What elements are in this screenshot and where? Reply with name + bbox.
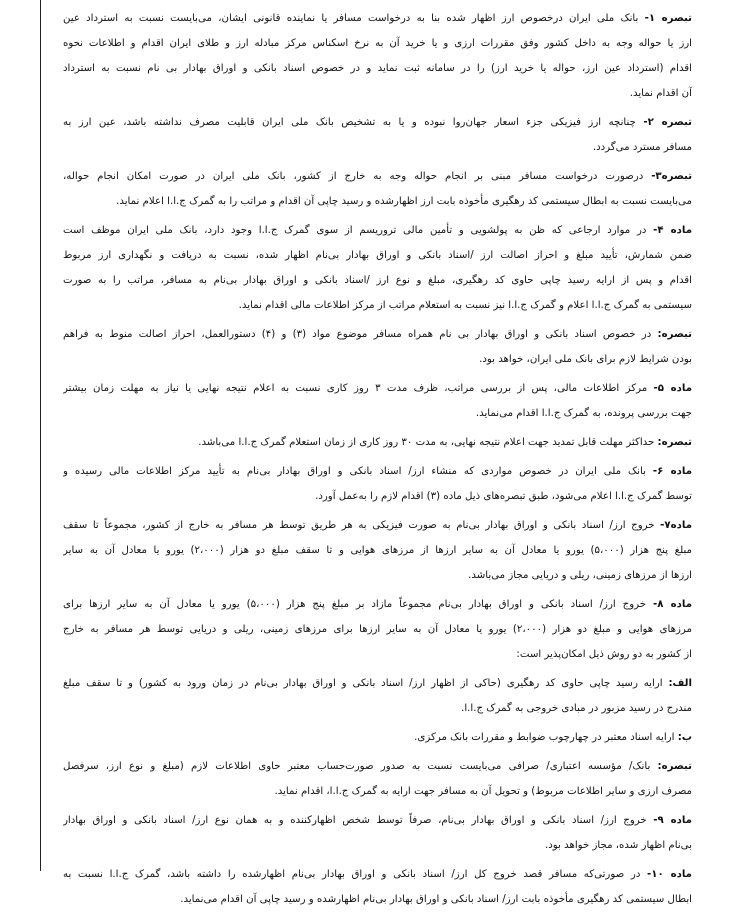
line-text: ضمن شمارش، تأیید مبلغ و احراز اصالت ارز /اسناد بانکی و اوراق بهادار بی‌نام اظهار شده، نسبت به دریافت و نگهداری ارز مربوط (63, 250, 692, 261)
clause-label: ب: (677, 732, 692, 743)
line-text: بانک ملی ایران در خصوص مواردی که منشاء ارز/ اسناد بانکی و اوراق بهادار بی‌نام به تأیید مرکز اطلاعات مالی رسیده و (63, 466, 646, 477)
paragraph (63, 110, 692, 160)
text-line (63, 592, 692, 617)
text-line (63, 696, 692, 721)
text-line (63, 671, 692, 696)
line-text: خروج ارز/ اسناد بانکی و اوراق بهادار بی‌نام مجموعاً مازاد بر مبلغ پنج هزار (۵،۰۰۰) یورو یا معادل آن به سایر ارزها برای (63, 599, 647, 610)
text-line (63, 401, 692, 426)
line-text: اقدام و پس از ارایه رسید چاپی حاوی کد رهگیری، مبلغ و نوع ارز /اسناد بانکی و اوراق بهادار بی‌نام به مسافر، مراتب را به صورت (63, 275, 692, 286)
text-line (63, 135, 692, 160)
line-text: مبلغ پنج هزار (۵،۰۰۰) یورو یا معادل آن به سایر ارزها از مرزهای هوایی و تا سقف مبلغ دو هزار (۲،۰۰۰) یورو یا معادل آن به سایر (63, 545, 692, 556)
paragraph (63, 754, 692, 804)
paragraph (63, 164, 692, 214)
line-text: بانک/ مؤسسه اعتباری/ صرافی می‌بایست نسبت به صدور صورت‌حساب معتبر حاوی اطلاعات لازم (مبلغ و نوع ارز، سرفصل (63, 761, 651, 772)
clause-label: ماده ۶- (652, 466, 692, 477)
paragraph (63, 218, 692, 318)
text-line (63, 31, 692, 56)
text-line (63, 642, 692, 667)
line-text: چنانچه ارز فیزیکی جزء اسعار جهان‌روا نبوده و یا به تشخیص بانک ملی ایران قابلیت مصرف نداشته باشد، عین ارز به (63, 117, 636, 128)
line-text: در صورتی‌که مسافر قصد خروج کل ارز/ اسناد بانکی و اوراق بهادار بی‌نام اظهارشده را داشته باشد، گمرک ج.ا.ا نسبت به (63, 869, 641, 880)
clause-label: تبصره: (657, 437, 692, 448)
line-text: مسافر مسترد می‌گردد. (592, 142, 692, 153)
text-line (63, 164, 692, 189)
clause-label: ماده ۹- (653, 815, 692, 826)
line-text: بی‌نام اظهار شده، مجاز خواهد بود. (545, 840, 692, 851)
text-line (63, 268, 692, 293)
line-text: مرکز اطلاعات مالی، پس از بررسی مراتب، ظرف مدت ۳ روز کاری نسبت به اعلام نتیجه نهایی یا نیاز به مهلت زمان بیشتر (63, 383, 648, 394)
paragraph (63, 725, 692, 750)
text-line (63, 754, 692, 779)
page-margin-line (40, 0, 41, 871)
text-line (63, 513, 692, 538)
line-text: ارایه اسناد معتبر در چهارچوب ضوابط و مقررات بانک مرکزی. (414, 732, 675, 743)
clause-label: ماده ۸- (652, 599, 692, 610)
paragraph (63, 6, 692, 106)
text-line (63, 56, 692, 81)
paragraph (63, 430, 692, 455)
line-text: ارایه رسید چاپی حاوی کد رهگیری (حاکی از اظهار ارز/ اسناد بانکی و اوراق بهادار بی‌نام در زمان ورود به کشور) و تا سقف مبلغ (63, 678, 663, 689)
line-text: مصرف ارزی و سایر اطلاعات مربوط) و تحویل آن به مسافر جهت ارایه به گمرک ج.ا.ا، اقدام نماید. (274, 786, 692, 797)
line-text: بانک ملی ایران درخصوص ارز اظهار شده بنا به درخواست مسافر یا نماینده قانونی ایشان، می‌بایست نسبت به استرداد عین (63, 13, 639, 24)
text-line (63, 833, 692, 858)
text-line (63, 430, 692, 455)
line-text: توسط گمرک ج.ا.ا اعلام می‌شود، طبق تبصره‌های ذیل ماده (۳) اقدام لازم را به‌عمل آورد. (315, 491, 692, 502)
text-line (63, 189, 692, 214)
clause-label: تبصره۳- (651, 171, 692, 182)
text-line (63, 725, 692, 750)
paragraph (63, 376, 692, 426)
paragraph (63, 459, 692, 509)
line-text: مندرج در رسید مزبور در مبادی خروجی به گمرک ج.ا.ا. (461, 703, 692, 714)
text-line (63, 81, 692, 106)
text-line (63, 293, 692, 318)
line-text: از کشور به دو روش ذیل امکان‌پذیر است: (516, 649, 692, 660)
line-text: در خصوص اسناد بانکی و اوراق بهادار بی نام همراه مسافر موضوع مواد (۳) و (۴) دستورالعمل، احراز اصالت منوط به فراهم (63, 329, 652, 340)
line-text: اقدام (استرداد عین ارز، حواله یا خرید ارز) را در سامانه ثبت نماید و در خصوص اسناد بانکی و اوراق بهادار بی نام نسبت به استرداد (63, 63, 692, 74)
line-text: می‌بایست نسبت به ابطال سیستمی کد رهگیری مأخوذه بابت ارز اظهارشده و رسید چاپی آن اقدام و مراتب را به گمرک ج.ا.ا اعلام نماید. (116, 196, 692, 207)
text-line (63, 862, 692, 887)
text-line (63, 779, 692, 804)
line-text: درصورت درخواست مسافر مبنی بر انجام حواله وجه به خارج از کشور، بانک ملی ایران در صورت امکان انجام حواله، (63, 171, 644, 182)
paragraph (63, 513, 692, 588)
paragraph (63, 862, 692, 912)
line-text: خروج ارز/ اسناد بانکی و اوراق بهادار بی‌نام، صرفاً توسط شخص اظهارکننده و به همان نوع ارز/ اسناد بانکی و اوراق بهادار (63, 815, 647, 826)
clause-label: الف: (668, 678, 692, 689)
paragraph (63, 808, 692, 858)
clause-label: تبصره ۲- (643, 117, 692, 128)
clause-label: ماده۷- (660, 520, 692, 531)
text-line (63, 243, 692, 268)
paragraph (63, 322, 692, 372)
text-line (63, 484, 692, 509)
clause-label: ماده ۵- (653, 383, 692, 394)
paragraph (63, 592, 692, 667)
text-line (63, 887, 692, 912)
clause-label: تبصره: (657, 329, 692, 340)
text-line (63, 563, 692, 588)
text-line (63, 808, 692, 833)
text-line (63, 347, 692, 372)
line-text: خروج ارز/ اسناد بانکی و اوراق بهادار بی‌نام به صورت فیزیکی به هر طریق توسط هر مسافر به خارج از کشور، مجموعاً تا سقف (63, 520, 655, 531)
text-line (63, 322, 692, 347)
line-text: بودن شرایط لازم برای بانک ملی ایران، خواهد بود. (479, 354, 692, 365)
line-text: ابطال سیستمی کد رهگیری مأخوذه بابت ارز/ اسناد بانکی و اوراق بهادار بی‌نام اظهارشده و رسید چاپی آن اقدام می‌نماید. (180, 894, 692, 905)
clause-label: ماده ۱۰- (647, 869, 692, 880)
text-line (63, 376, 692, 401)
text-line (63, 459, 692, 484)
line-text: سیستمی به گمرک ج.ا.ا اعلام و گمرک ج.ا.ا نیز نسبت به استعلام مراتب از مرکز اطلاعات مالی اقدام نماید. (238, 300, 692, 311)
line-text: آن اقدام نماید. (629, 88, 692, 99)
paragraph (63, 671, 692, 721)
text-line (63, 6, 692, 31)
text-line (63, 218, 692, 243)
clause-label: ماده ۴- (653, 225, 692, 236)
line-text: حداکثر مهلت قابل تمدید جهت اعلام نتیجه نهایی، به مدت ۳۰ روز کاری از زمان استعلام گمرک ج.ا.ا می‌باشد. (198, 437, 655, 448)
line-text: ارز یا حواله وجه به داخل کشور وفق مقررات ارزی و یا خرید آن به نرخ اسکناس مرکز مبادله ارز و طلای ایران اقدام و اطلاعات نحوه (63, 38, 692, 49)
line-text: ارزها از مرزهای زمینی، ریلی و دریایی مجاز می‌باشد. (468, 570, 692, 581)
clause-label: تبصره ۱- (644, 13, 692, 24)
text-line (63, 538, 692, 563)
document-body (63, 6, 692, 912)
line-text: مرزهای هوایی و مبلغ دو هزار (۲،۰۰۰) یورو یا معادل آن به سایر ارزها برای مرزهای زمینی، ریلی و دریایی توسط هر مسافر به خارج (63, 624, 692, 635)
text-line (63, 110, 692, 135)
line-text: جهت بررسی پرونده، به گمرک ج.ا.ا اقدام می‌نماید. (475, 408, 692, 419)
clause-label: تبصره: (657, 761, 692, 772)
text-line (63, 617, 692, 642)
line-text: در موارد ارجاعی که ظن به پولشویی و تأمین مالی تروریسم از سوی گمرک ج.ا.ا وجود دارد، بانک ملی ایران موظف است (63, 225, 647, 236)
